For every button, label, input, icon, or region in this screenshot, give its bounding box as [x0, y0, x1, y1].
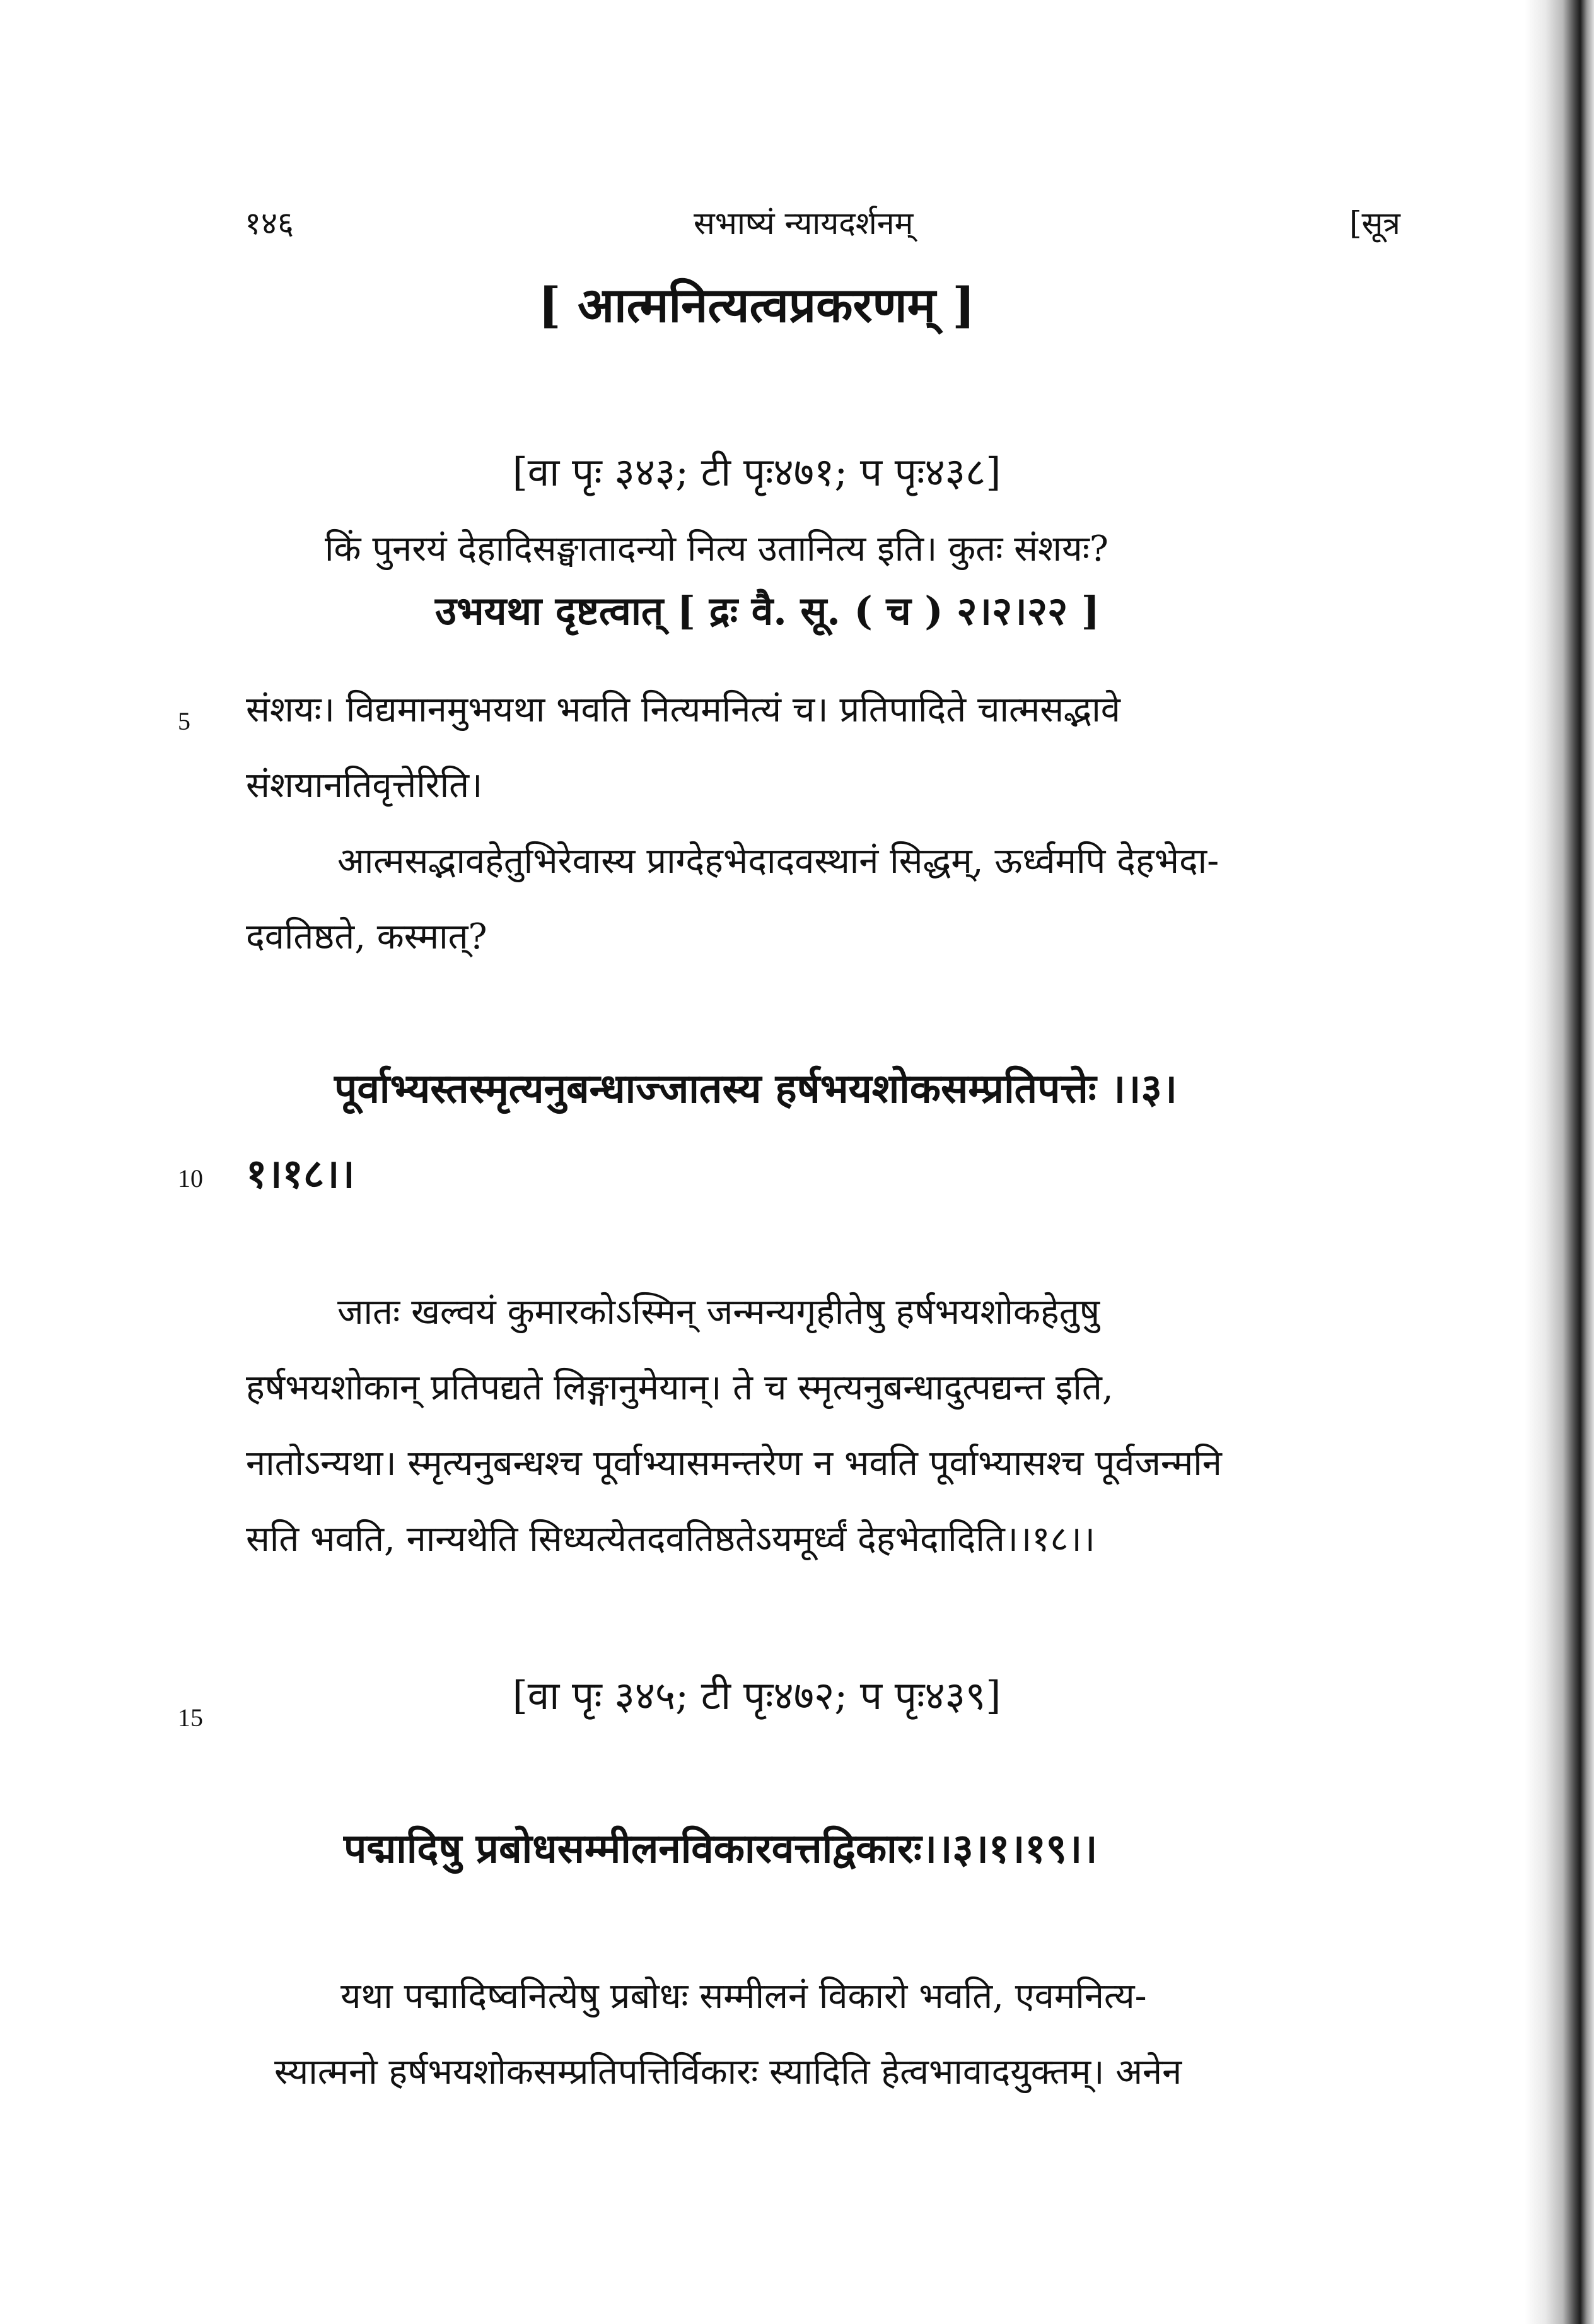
running-title: सभाष्यं न्यायदर्शनम् [694, 205, 914, 242]
text-line: सति भवति, नान्यथेति सिध्यत्येतदवतिष्ठतेऽयमूर्ध्वं देहभेदादिति।।१८।। [246, 1519, 1095, 1560]
section-mark: [सूत्र [1349, 205, 1400, 242]
text-line: संशयानतिवृत्तेरिति। [246, 765, 483, 806]
text-line: यथा पद्मादिष्वनित्येषु प्रबोधः सम्मीलनं विकारो भवति, एवमनित्य- [340, 1976, 1147, 2017]
text-line: हर्षभयशोकान् प्रतिपद्यते लिङ्गानुमेयान्। ते च स्मृत्यनुबन्धादुत्पद्यन्त इति, [246, 1367, 1114, 1408]
page-number: १४६ [245, 205, 294, 242]
line-number: 15 [178, 1703, 203, 1732]
sutra-line: १।१८।। [246, 1150, 355, 1198]
prakarana-heading: [ आत्मनित्यत्वप्रकरणम् ] [538, 277, 975, 333]
book-binding-edge [1525, 0, 1594, 2324]
sutra-line: उभयथा दृष्टत्वात् [ द्रः वै. सू. ( च ) २।२।२२ ] [435, 588, 1100, 634]
text-line: जातः खल्वयं कुमारकोऽस्मिन् जन्मन्यगृहीतेषु हर्षभयशोकहेतुषु [337, 1292, 1100, 1333]
text-line: किं पुनरयं देहादिसङ्घातादन्यो नित्य उतानित्य इति। कुतः संशयः? [325, 528, 1108, 569]
text-line: नातोऽन्यथा। स्मृत्यनुबन्धश्च पूर्वाभ्यासमन्तरेण न भवति पूर्वाभ्यासश्च पूर्वजन्मनि [246, 1443, 1222, 1484]
sutra-line: पूर्वाभ्यस्तस्मृत्यनुबन्धाज्जातस्य हर्षभयशोकसम्प्रतिपत्तेः ।।३। [334, 1065, 1177, 1112]
reference-line-1: [वा पृः ३४३; टी पृः४७१; प पृः४३८] [512, 449, 1001, 495]
sutra-line: पद्मादिषु प्रबोधसम्मीलनविकारवत्तद्विकारः।।३।१।१९।। [344, 1825, 1098, 1872]
text-line: स्यात्मनो हर्षभयशोकसम्प्रतिपत्तिर्विकारः स्यादिति हेत्वभावादयुक्तम्। अनेन [274, 2052, 1182, 2093]
text-line: आत्मसद्भावहेतुभिरेवास्य प्राग्देहभेदादवस्थानं सिद्धम्, ऊर्ध्वमपि देहभेदा- [337, 841, 1219, 882]
reference-line-2: [वा पृः ३४५; टी पृः४७२; प पृः४३९] [512, 1673, 1001, 1719]
line-number: 5 [178, 707, 190, 735]
text-line: संशयः। विद्यमानमुभयथा भवति नित्यमनित्यं च। प्रतिपादिते चात्मसद्भावे [246, 689, 1120, 730]
text-line: दवतिष्ठते, कस्मात्? [246, 916, 487, 957]
line-number: 10 [178, 1164, 203, 1193]
